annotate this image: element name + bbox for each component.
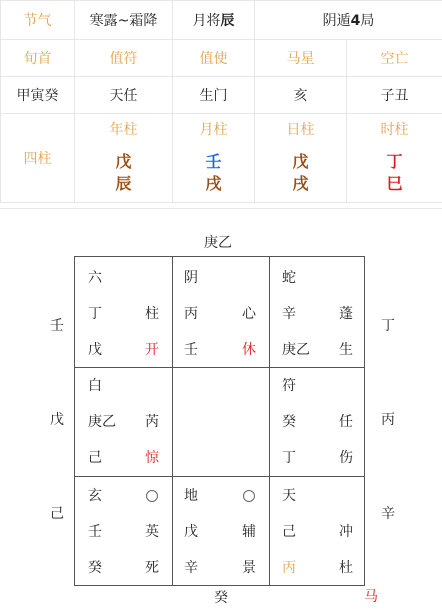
right-label-3: 辛 — [381, 506, 395, 522]
se-door: 杜 — [339, 560, 353, 576]
sw-door: 死 — [145, 560, 159, 576]
hour-pillar-value — [347, 144, 442, 202]
maxing-value: 亥 — [255, 77, 347, 114]
left-label-1: 壬 — [50, 318, 64, 334]
dun-cell — [255, 1, 442, 40]
xunshou-label: 旬首 — [1, 40, 75, 77]
w-door: 惊 — [145, 450, 159, 466]
day-pillar — [255, 114, 347, 203]
nw-star: 柱 — [145, 306, 159, 322]
right-label-2: 丙 — [381, 412, 395, 428]
yuejiang-cell — [173, 1, 255, 40]
grid-line-h1 — [75, 367, 364, 368]
month-pillar-label: 月柱 — [199, 122, 228, 138]
hour-gan: 丁 — [386, 151, 403, 171]
s-circle-icon — [243, 490, 255, 502]
nw-door: 开 — [145, 342, 159, 358]
n-door: 休 — [242, 342, 256, 358]
left-label-2: 戊 — [50, 412, 64, 428]
w-di-stem: 己 — [88, 450, 102, 466]
n-god: 阴 — [184, 270, 198, 286]
n-di-stem: 壬 — [184, 342, 198, 358]
s-door: 景 — [242, 560, 256, 576]
month-pillar-value — [173, 144, 254, 202]
year-pillar-label: 年柱 — [109, 122, 138, 138]
ne-god: 蛇 — [282, 270, 296, 286]
e-god: 符 — [282, 378, 296, 394]
w-star: 芮 — [145, 414, 159, 430]
year-pillar-value — [75, 144, 172, 202]
top-outer-label: 庚乙 — [204, 235, 232, 251]
day-zhi: 戌 — [292, 173, 309, 193]
ne-di-stem: 庚乙 — [282, 342, 310, 358]
day-pillar-label: 日柱 — [286, 122, 315, 138]
se-tian-stem: 己 — [282, 524, 296, 540]
jieqi-value: 寒露~霜降 — [75, 1, 173, 40]
n-tian-stem: 丙 — [184, 306, 198, 322]
s-tian-stem: 戊 — [184, 524, 198, 540]
s-star: 辅 — [242, 524, 256, 540]
month-gan: 壬 — [205, 151, 222, 171]
w-god: 白 — [88, 378, 102, 394]
horse-marker: 马 — [364, 589, 378, 605]
bottom-outer-label: 癸 — [214, 590, 228, 606]
year-zhi: 辰 — [115, 173, 132, 193]
zhifu-label: 值符 — [75, 40, 173, 77]
month-zhi: 戌 — [205, 173, 222, 193]
ne-star: 蓬 — [339, 306, 353, 322]
xunshou-value: 甲寅癸 — [1, 77, 75, 114]
sw-di-stem: 癸 — [88, 560, 102, 576]
se-star: 冲 — [339, 524, 353, 540]
month-pillar — [173, 114, 255, 203]
se-god: 天 — [282, 488, 296, 504]
year-gan: 戊 — [115, 151, 132, 171]
nine-palace-grid — [74, 256, 365, 586]
jieqi-label: 节气 — [1, 1, 75, 40]
zhishi-label: 值使 — [173, 40, 255, 77]
n-star: 心 — [242, 306, 256, 322]
hour-pillar — [347, 114, 442, 203]
zhifu-value: 天任 — [75, 77, 173, 114]
hour-zhi: 巳 — [386, 173, 403, 193]
nw-god: 六 — [88, 270, 102, 286]
sw-star: 英 — [145, 524, 159, 540]
grid-line-v2 — [269, 257, 270, 585]
nw-di-stem: 戊 — [88, 342, 102, 358]
ne-tian-stem: 辛 — [282, 306, 296, 322]
maxing-label: 马星 — [255, 40, 347, 77]
nw-tian-stem: 丁 — [88, 306, 102, 322]
e-di-stem: 丁 — [282, 450, 296, 466]
yuejiang-text: 月将 — [192, 13, 221, 29]
kongwang-value: 子丑 — [347, 77, 442, 114]
s-di-stem: 辛 — [184, 560, 198, 576]
day-pillar-value — [255, 144, 346, 202]
dun-suffix: 局 — [360, 13, 375, 29]
grid-line-h2 — [75, 476, 364, 477]
right-label-1: 丁 — [381, 318, 395, 334]
e-star: 任 — [339, 414, 353, 430]
left-label-3: 己 — [50, 506, 64, 522]
year-pillar — [75, 114, 173, 203]
sw-circle-icon — [146, 490, 158, 502]
s-god: 地 — [184, 488, 198, 504]
day-gan: 戊 — [292, 151, 309, 171]
dun-text: 阴遁 — [322, 13, 351, 29]
sizhu-label: 四柱 — [1, 114, 75, 203]
sw-god: 玄 — [88, 488, 102, 504]
yuejiang-value: 辰 — [220, 13, 235, 29]
grid-line-v1 — [172, 257, 173, 585]
e-door: 伤 — [339, 450, 353, 466]
se-di-stem: 丙 — [282, 560, 296, 576]
zhishi-value: 生门 — [173, 77, 255, 114]
e-tian-stem: 癸 — [282, 414, 296, 430]
dun-number: 4 — [350, 13, 361, 29]
info-table — [0, 0, 442, 203]
section-divider — [0, 208, 442, 209]
w-tian-stem: 庚乙 — [88, 414, 116, 430]
sw-tian-stem: 壬 — [88, 524, 102, 540]
kongwang-label: 空亡 — [347, 40, 442, 77]
hour-pillar-label: 时柱 — [380, 122, 409, 138]
ne-door: 生 — [339, 342, 353, 358]
